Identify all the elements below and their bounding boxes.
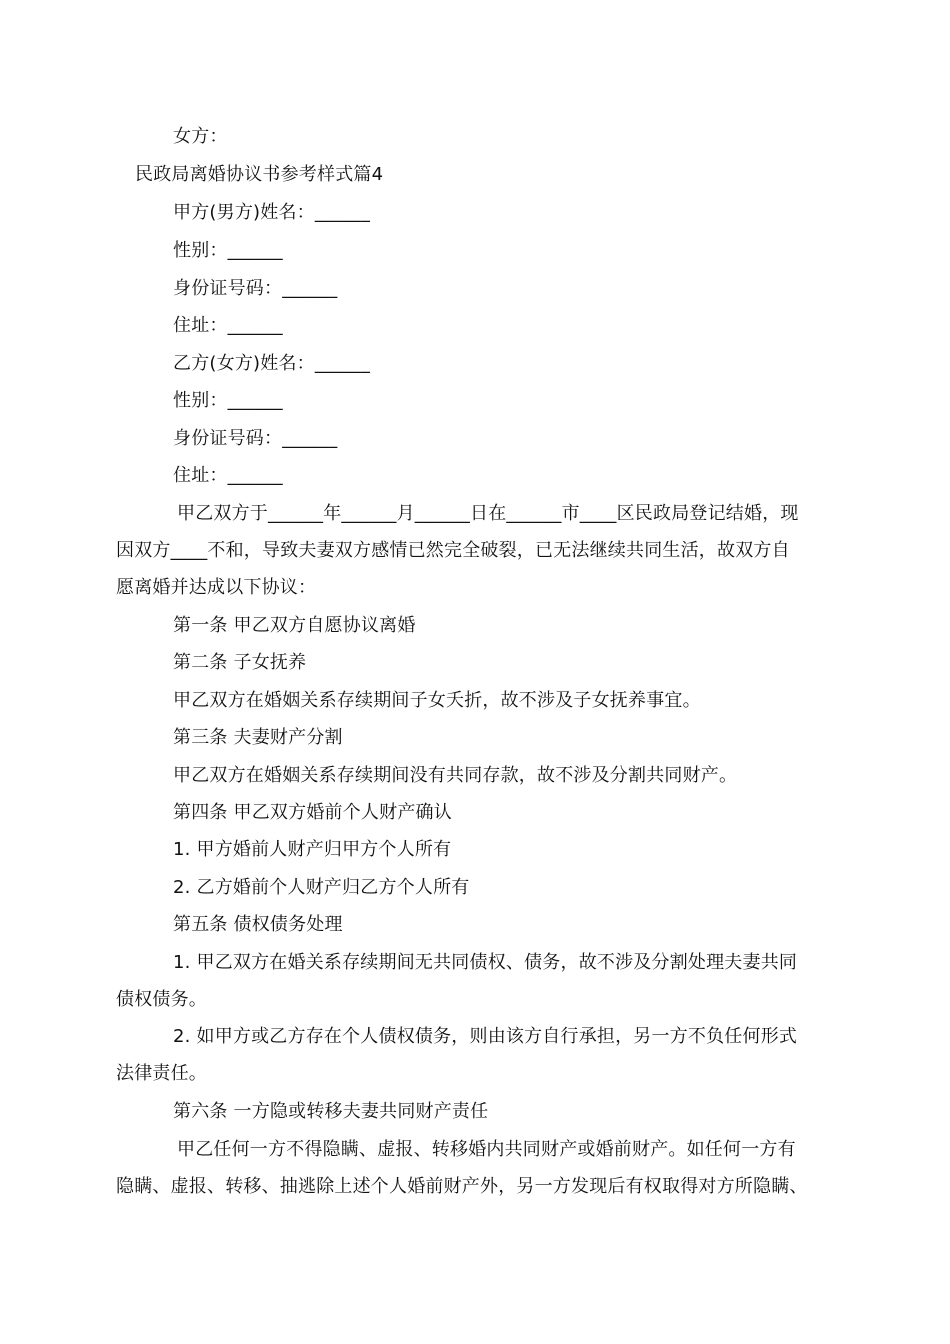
party-b-address-field: 住址：______: [173, 465, 283, 486]
article-3-body: 甲乙双方在婚姻关系存续期间没有共同存款，故不涉及分割共同财产。: [173, 765, 738, 786]
article-4-heading: 第四条 甲乙双方婚前个人财产确认: [173, 802, 452, 823]
article-5-item-1-line-2: 债权债务。: [116, 989, 207, 1010]
article-2-body: 甲乙双方在婚姻关系存续期间子女夭折，故不涉及子女抚养事宜。: [173, 690, 701, 711]
article-4-item-2: 2. 乙方婚前个人财产归乙方个人所有: [173, 877, 470, 898]
party-b-gender-field: 性别：______: [173, 390, 283, 411]
article-6-heading: 第六条 一方隐或转移夫妻共同财产责任: [173, 1101, 489, 1122]
article-5-item-1-line-1: 1. 甲乙双方在婚关系存续期间无共同债权、债务，故不涉及分割处理夫妻共同: [173, 952, 798, 973]
preamble-line-2: 因双方____不和，导致夫妻双方感情已然完全破裂，已无法继续共同生活，故双方自: [116, 540, 790, 561]
party-a-address-field: 住址：______: [173, 315, 283, 336]
article-3-heading: 第三条 夫妻财产分割: [173, 727, 343, 748]
article-1-heading: 第一条 甲乙双方自愿协议离婚: [173, 615, 416, 636]
article-2-heading: 第二条 子女抚养: [173, 652, 307, 673]
section-title: 民政局离婚协议书参考样式篇4: [135, 164, 384, 185]
party-a-name-field: 甲方(男方)姓名：______: [173, 202, 371, 223]
party-a-id-field: 身份证号码：______: [173, 278, 338, 299]
article-5-heading: 第五条 债权债务处理: [173, 914, 343, 935]
article-6-body-line-2: 隐瞒、虚报、转移、抽逃除上述个人婚前财产外，另一方发现后有权取得对方所隐瞒、: [116, 1176, 808, 1197]
article-4-item-1: 1. 甲方婚前人财产归甲方个人所有: [173, 839, 452, 860]
article-5-item-2-line-1: 2. 如甲方或乙方存在个人债权债务，则由该方自行承担，另一方不负任何形式: [173, 1026, 798, 1047]
party-b-id-field: 身份证号码：______: [173, 428, 338, 449]
preamble-line-3: 愿离婚并达成以下协议：: [116, 577, 317, 598]
party-a-gender-field: 性别：______: [173, 240, 283, 261]
female-party-label: 女方：: [173, 126, 228, 147]
party-b-name-field: 乙方(女方)姓名：______: [173, 353, 371, 374]
article-6-body-line-1: 甲乙任何一方不得隐瞒、虚报、转移婚内共同财产或婚前财产。如任何一方有: [177, 1139, 796, 1160]
preamble-line-1: 甲乙双方于______年______月______日在______市____区民政局登记结婚，现: [177, 503, 799, 524]
article-5-item-2-line-2: 法律责任。: [116, 1063, 207, 1084]
